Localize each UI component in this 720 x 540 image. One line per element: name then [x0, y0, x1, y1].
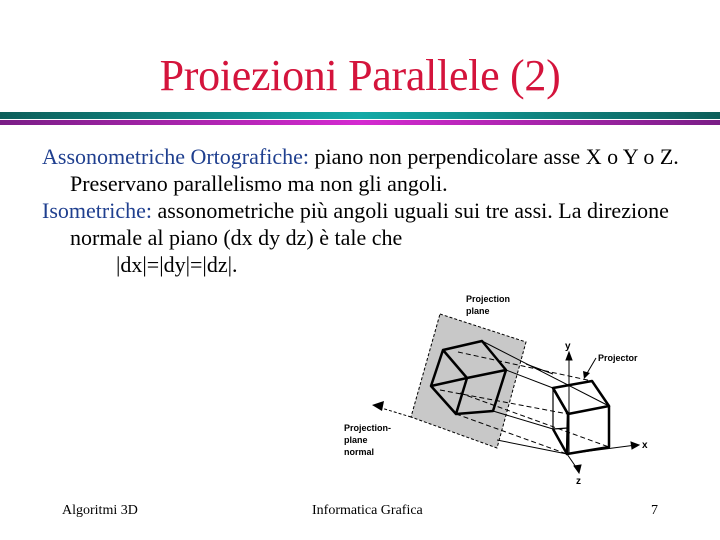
projector-pointer [583, 358, 596, 379]
paragraph-assonometriche [42, 143, 702, 197]
paragraph-text: piano non perpendicolare asse X o Y o Z. Preservano parallelismo ma non gli angoli. [70, 144, 679, 196]
equation-line [42, 251, 702, 278]
paragraph-isometriche [42, 197, 702, 251]
slide-title-text: Proiezioni Parallele (2) [159, 51, 561, 100]
footer-page-number: 7 [651, 503, 658, 518]
label-projection-plane-2: plane [466, 306, 490, 316]
label-projection-plane-1: Projection [466, 294, 511, 304]
label-normal-1: Projection- [344, 423, 392, 433]
projection-plane [411, 314, 526, 448]
label-axis-z: z [576, 476, 581, 487]
slide-body [42, 143, 702, 278]
slide-title [0, 51, 720, 101]
label-normal-3: normal [344, 447, 375, 457]
paragraph-text: assonometriche più angoli uguali sui tre assi. La direzione normale al piano (dx dy dz) è tale che [70, 198, 669, 250]
title-divider-teal [0, 112, 720, 119]
isometric-projection-figure [330, 285, 670, 495]
footer-course-title: Informatica Grafica [312, 503, 423, 518]
equation-text: |dx|=|dy|=|dz|. [116, 252, 238, 277]
label-normal-2: plane [344, 435, 368, 445]
label-axis-y: y [565, 341, 571, 352]
term-isometriche: Isometriche: [42, 198, 152, 223]
plane-normal-arrow [372, 401, 411, 417]
label-axis-x: x [642, 440, 648, 451]
term-assonometriche-ortografiche: Assonometriche Ortografiche: [42, 144, 309, 169]
label-projector: Projector [598, 353, 638, 363]
title-divider-magenta [0, 120, 720, 125]
footer-course-section: Algoritmi 3D [62, 503, 138, 518]
